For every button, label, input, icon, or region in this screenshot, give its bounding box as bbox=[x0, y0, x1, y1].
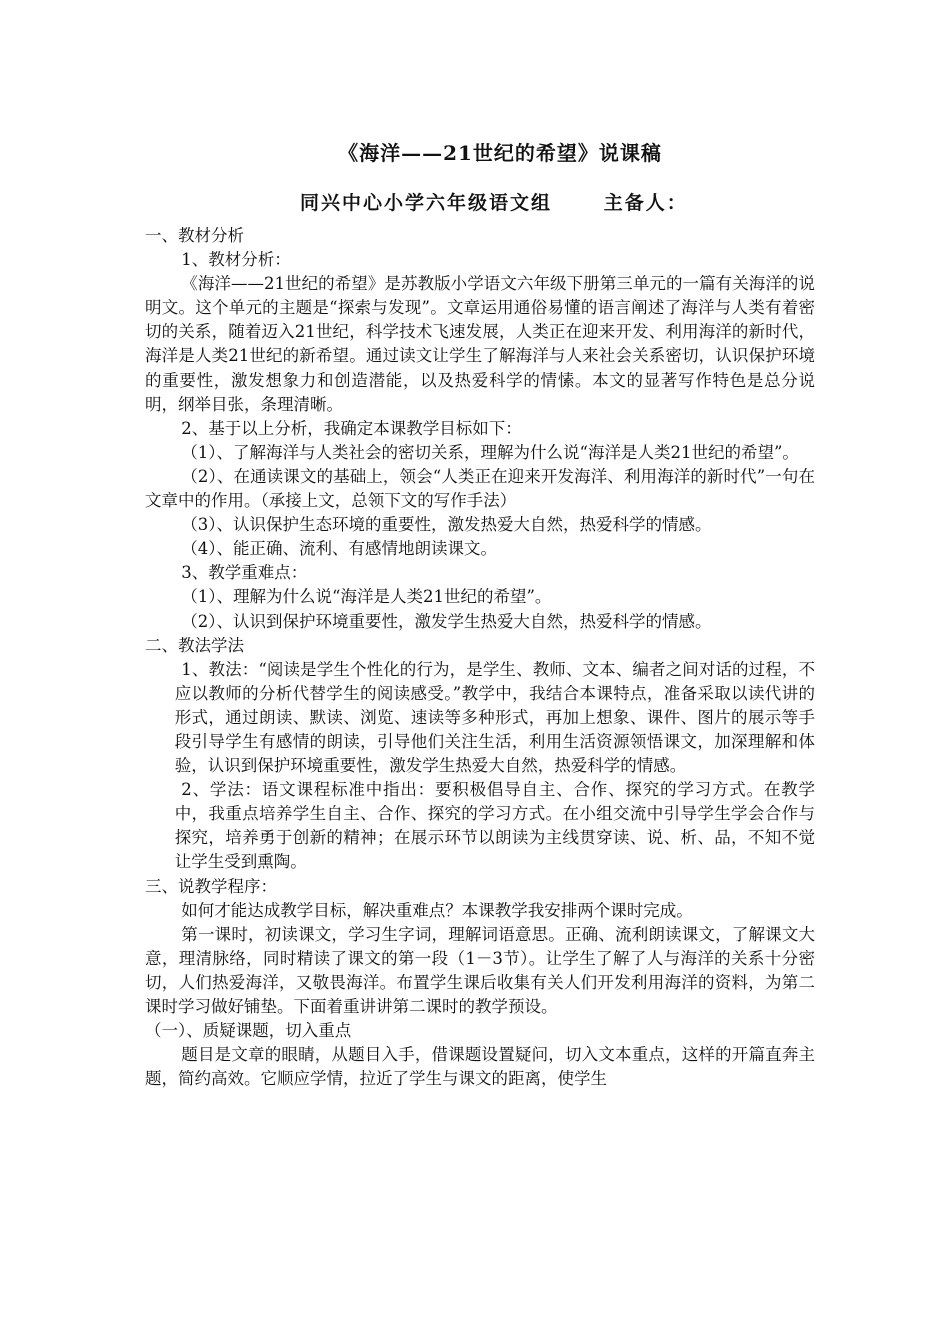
subsection-heading: （一）、质疑课题，切入重点 bbox=[145, 1021, 352, 1041]
paragraph: 题目是文章的眼睛，从题目入手，借课题设置疑问，切入文本重点，这样的开篇直奔主题，简约高效。它顺应学情，拉近了学生与课文的距离，使学生 bbox=[145, 1045, 815, 1089]
list-item: （4）、能正确、流利、有感情地朗读课文。 bbox=[181, 539, 498, 559]
paragraph: 《海洋——21世纪的希望》是苏教版小学语文六年级下册第三单元的一篇有关海洋的说明文。这个单元的主题是“探索与发现”。文章运用通俗易懂的语言阐述了海洋与人类有着密切的关系，随着迈入21世纪，科学技术飞速发展，人类正在迎来开发、利用海洋的新时代，海洋是人类21世纪的新希望。通过读文让学生了解海洋与人来社会关系密切，认识保护环境的重要性，激发想象力和创造潜能，以及热爱科学的情愫。本文的显著写作特色是总分说明，纲举目张，条理清晰。 bbox=[145, 274, 815, 414]
document-body bbox=[145, 224, 815, 1091]
document-subtitle: 同兴中心小学六年级语文组 主备人： bbox=[300, 192, 688, 214]
paragraph: 2、学法：语文课程标准中指出：要积极倡导自主、合作、探究的学习方式。在教学中，我重点培养学生自主、合作、探究的学习方式。在小组交流中引导学生学会合作与探究，培养勇于创新的精神；在展示环节以朗读为主线贯穿读、说、析、品，不知不觉让学生受到熏陶。 bbox=[174, 780, 815, 872]
subsection-heading: 3、教学重难点： bbox=[181, 563, 308, 583]
list-item: （1）、理解为什么说“海洋是人类21世纪的希望”。 bbox=[181, 587, 552, 607]
paragraph: 如何才能达成教学目标，解决重难点？本课教学我安排两个课时完成。 bbox=[181, 900, 693, 920]
document-title: 《海洋——21世纪的希望》说课稿 bbox=[338, 141, 662, 165]
section-heading: 二、教法学法 bbox=[145, 635, 244, 655]
section-heading: 三、说教学程序： bbox=[145, 876, 277, 896]
subsection-heading: 2、基于以上分析，我确定本课教学目标如下： bbox=[181, 418, 522, 438]
list-item: （3）、认识保护生态环境的重要性，激发热爱大自然，热爱科学的情感。 bbox=[181, 515, 712, 535]
section-heading: 一、教材分析 bbox=[145, 226, 244, 245]
list-item: （2）、在通读课文的基础上，领会“人类正在迎来开发海洋、利用海洋的新时代”一句在文章中的作用。（承接上文，总领下文的写作手法） bbox=[145, 466, 815, 511]
paragraph: 第一课时，初读课文，学习生字词，理解词语意思。正确、流利朗读课文，了解课文大意，理清脉络，同时精读了课文的第一段（1－3节）。让学生了解了人与海洋的关系十分密切，人们热爱海洋，又敬畏海洋。布置学生课后收集有关人们开发利用海洋的资料，为第二课时学习做好铺垫。下面着重讲讲第二课时的教学预设。 bbox=[145, 924, 815, 1016]
subsection-heading: 1、教材分析： bbox=[181, 250, 291, 270]
list-item: （2）、认识到保护环境重要性，激发学生热爱大自然，热爱科学的情感。 bbox=[181, 611, 712, 631]
list-item: （1）、了解海洋与人类社会的密切关系，理解为什么说“海洋是人类21世纪的希望”。 bbox=[181, 442, 799, 462]
paragraph: 1、教法：“阅读是学生个性化的行为，是学生、教师、文本、编者之间对话的过程，不应以教师的分析代替学生的阅读感受。”教学中，我结合本课特点，准备采取以读代讲的形式，通过朗读、默读、浏览、速读等多种形式，再加上想象、课件、图片的展示等手段引导学生有感情的朗读，引导他们关注生活，利用生活资源领悟课文，加深理解和体验，认识到保护环境重要性，激发学生热爱大自然，热爱科学的情感。 bbox=[174, 659, 815, 776]
